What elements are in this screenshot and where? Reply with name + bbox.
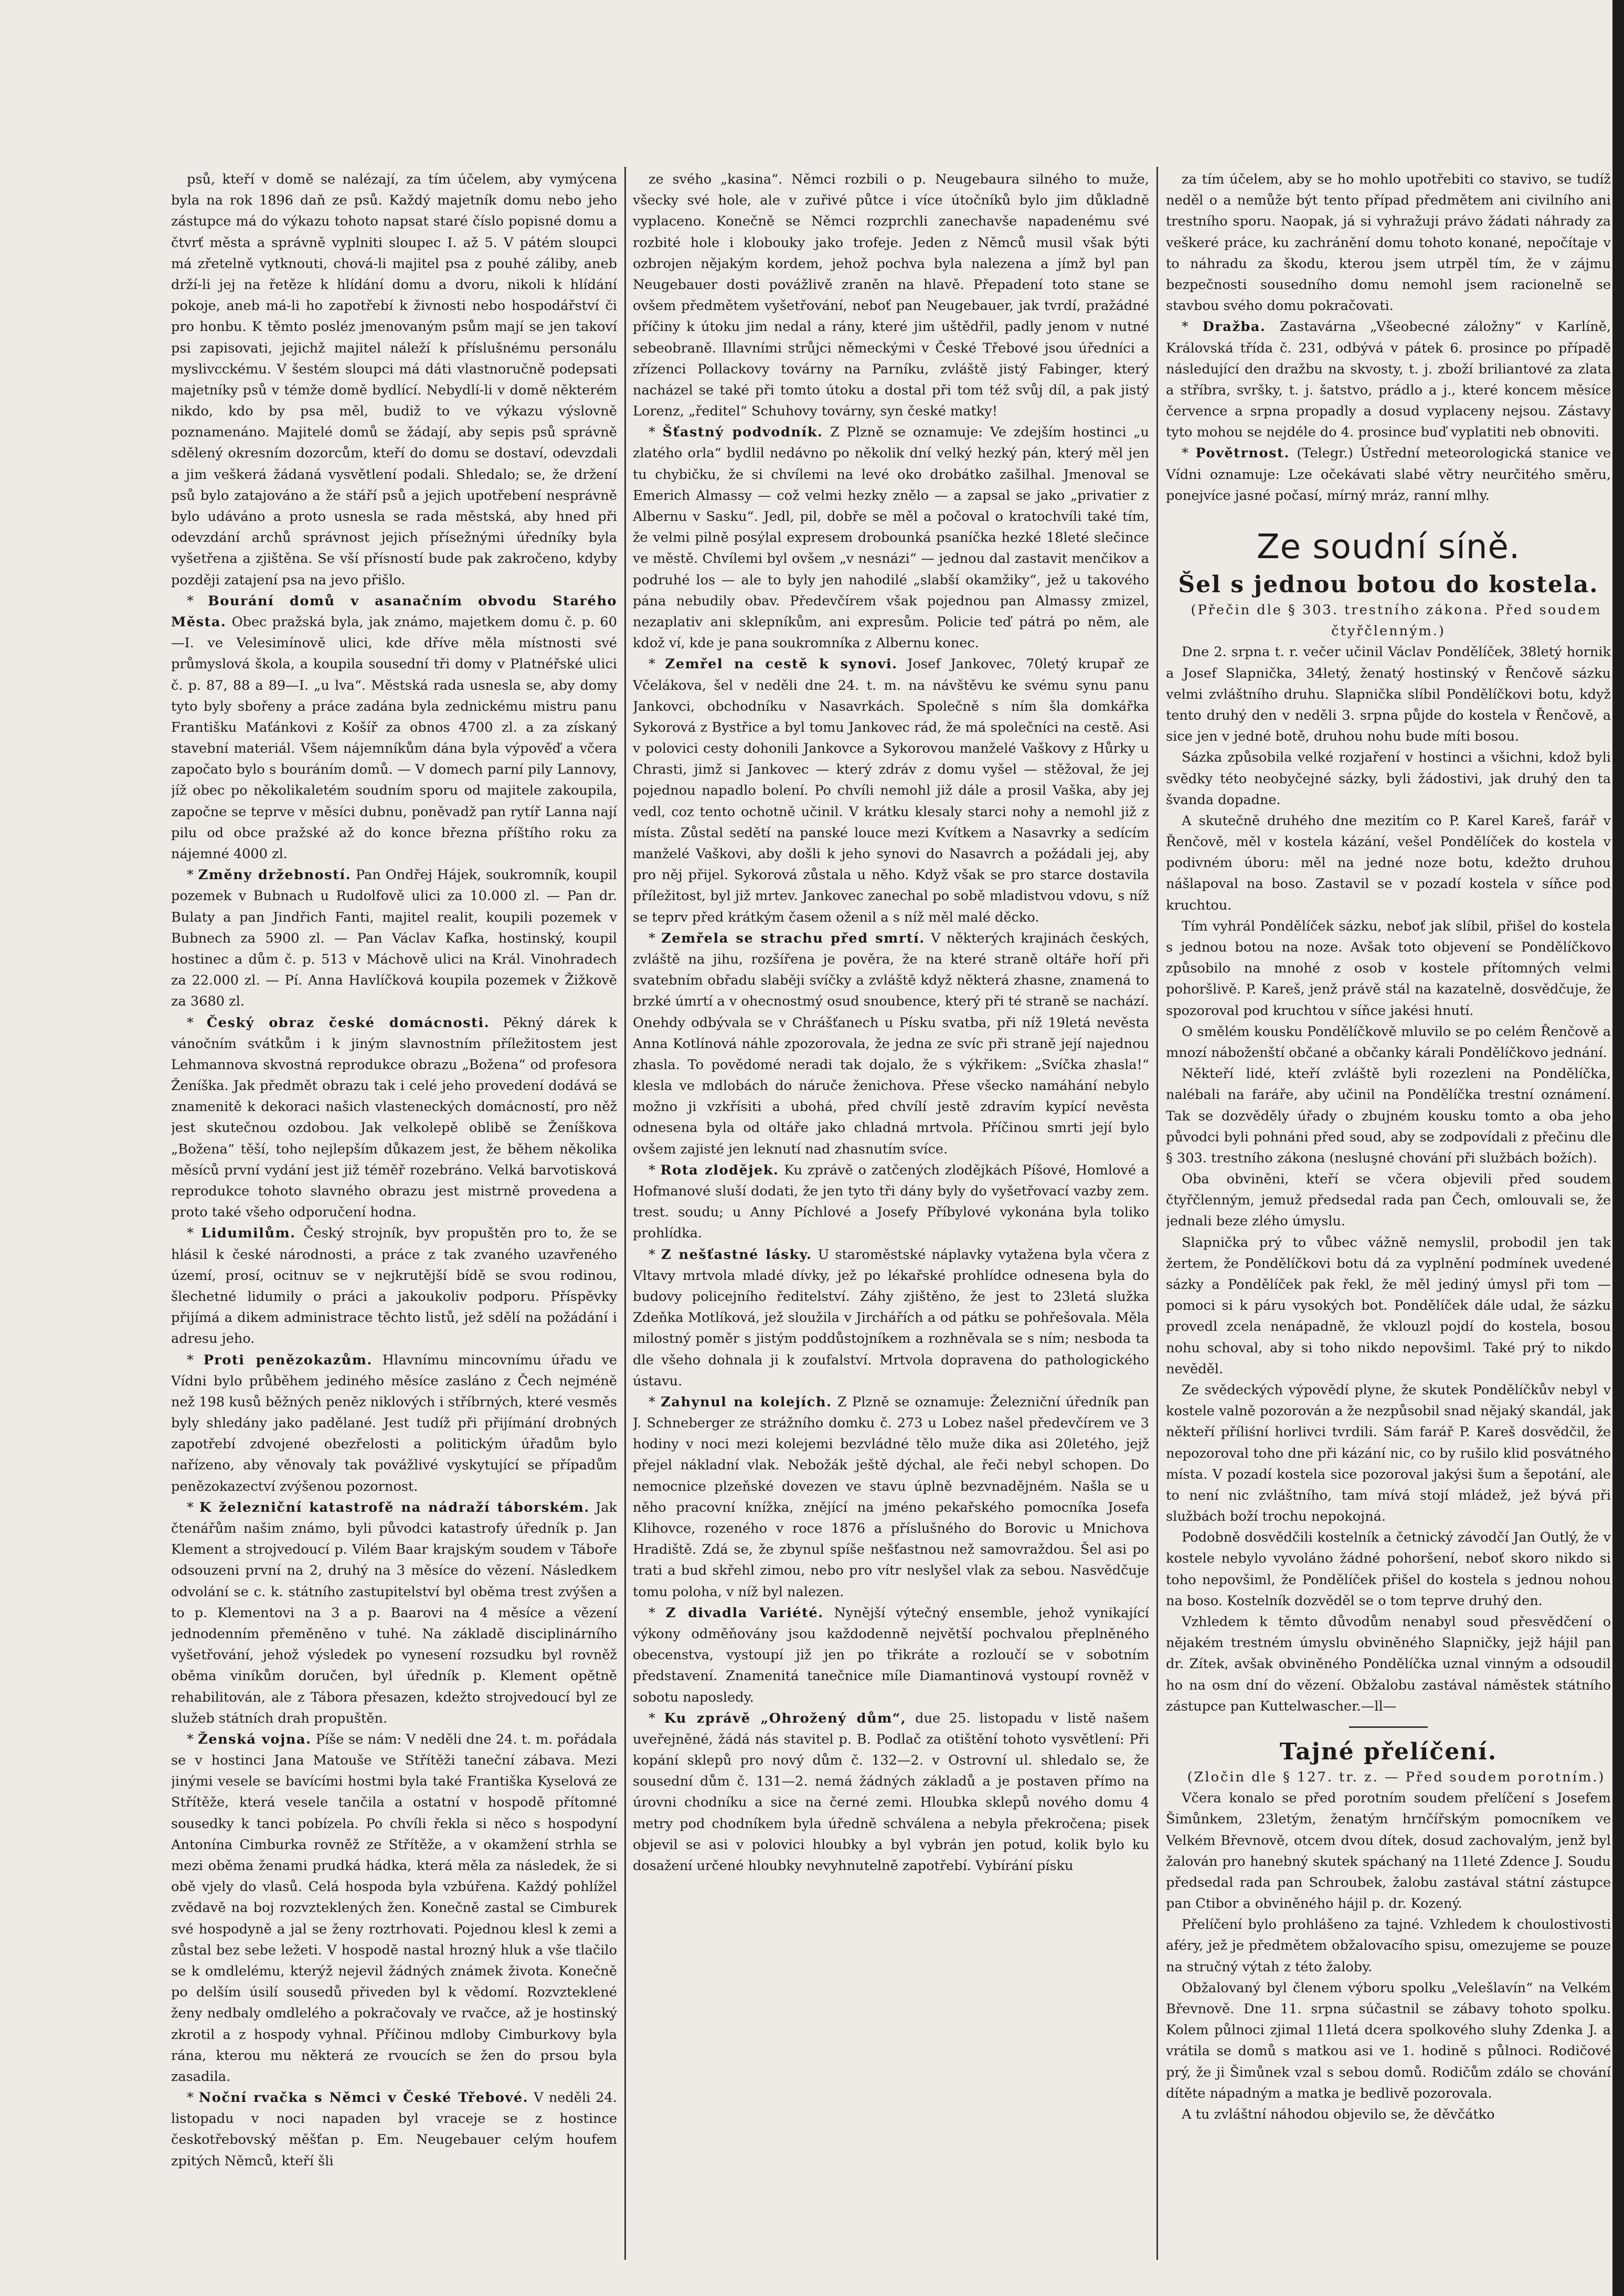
news-item: * K železniční katastrofě na nádraží táborském. Jak čtenářům našim známo, byli původci katastrofy úředník p. Jan Klement a strojvedoucí p. Vilém Baar krajským soudem v Táboře odsouzeni první na 2, druhý na 3 měsíce do vězení. Následkem odvolání se c. k. státního zastupitelství byl oběma trest zvýšen a to p. Klementovi na 3 a p. Baarovi na 4 měsíce a vězení jednodenním přeměněno v tuhé. Na základě disciplinárního vyšetřování, jehož výsledek po vynesení rozsudku byl rovněž oběma viníkům doručen, byl úředník p. Klement opětně rehabilitován, ale z Tábora přesazen, kdežto strojvedoucí byl ze služeb státních drah propuštěn. <box>171 1499 617 1726</box>
news-item: * Ženská vojna. Píše se nám: V neděli dne 24. t. m. pořádala se v hostinci Jana Matouše ve Střítěži taneční zábava. Mezi jinými vesele se bavícími hostmi byla také Františka Kyselová ze Střítěže, která vesele tančila a ostatní v hospodě přítomné sousedky k tanci pobízela. Po chvíli řekla si něco s hospodyní Antonína Cimburka rovněž ze Střítěže, a v okamžení strhla se mezi oběma ženami prudká hádka, která měla za následek, že si obě vjely do vlasů. Celá hospoda byla vzbúřena. Každý pohlížel zvědavě na boj rozvzteklených žen. Konečně zastal se Cimburek své hospodyně a jal se ženy roztrhovati. Pojednou klesl k zemi a zůstal bez sebe ležeti. V hospodě nastal hrozný hluk a vše tlačilo se k omdlelému, kterýž nejevil žádných známek života. Konečně po delším úsilí sousedů přiveden byl k vědomí. Rozvzteklené ženy nedbaly omdlelého a pokračovaly ve rvačce, až je hostinský zkrotil a z hospody vyhnal. Příčinou mdloby Cimburkovy byla rána, kterou mu některá ze rvoucích se žen do prsou byla zasadila. <box>171 1731 617 2085</box>
news-item-headline: Zahynul na kolejích. <box>661 1394 832 1410</box>
news-item-headline: Z nešťastné lásky. <box>661 1246 812 1263</box>
paragraph: ze svého „kasina“. Němci rozbili o p. Neugebaura silného to muže, všecky své hole, ale v zuřivé půtce i více útočníků bylo jim důkladně vyplaceno. Konečně se Němci rozprchli zanechavše napadenému své rozbité hole i klobouky jako trofeje. Jeden z Němců musil však býti ozbrojen nějakým kordem, jehož pochva byla nalezena a jímž byl pan Neugebauer dosti povážlivě zraněn na hlavě. Přepadení toto stane se ovšem předmětem vyšetřování, neboť pan Neugebauer, jak tvrdí, pražádné příčiny k útoku jim nedal a rány, které jim uštědřil, padly jenom v nutné sebeobraně. Illavními strůjci německými v České Třebové jsou úředníci a zřízenci Pollackovy továrny na Parníku, zvláště jistý Fabinger, který nacházel se také při tomto útoku a dostal při tom též svůj díl, a pak jistý Lorenz, „ředitel“ Schuhovy továrny, syn české matky! <box>633 172 1149 420</box>
news-item: * Šťastný podvodník. Z Plzně se oznamuje: Ve zdejším hostinci „u zlatého orla“ bydlil nedávno po několik dní velký hezký pán, který měl jen tu chybičku, že si chvílemi na levé oko drobátko zašilhal. Jmenoval se Emerich Almassy — což velmi hezky znělo — a zapsal se jako „privatier z Albernu v Sasku“. Jedl, pil, dobře se měl a počoval o kratochvíli také tím, že velmi pilně posýlal expresem drobounká psaníčka hezké 18leté slečince ve městě. Chvílemi byl ovšem „v nesnázi“ — jednou dal zastavit menčikov a podruhé los — ale to byly jen nahodilé „slabší okamžiky“, jež u takového pána nebudily obav. Předevčírem však pojednou pan Almassy zmizel, nezaplativ ani sklepníkům, ani expresům. Policie teď pátrá po něm, ale kdož ví, kde je pana soukromníka z Albernu konec. <box>633 424 1149 652</box>
news-item: * Z nešťastné lásky. U staroměstské náplavky vytažena byla včera z Vltavy mrtvola mladé dívky, jež po lékařské prohlídce odnesena byla do budovy policejního ředitelství. Záhy zjištěno, že jest to 23letá služka Zdeňka Motlíková, jež sloužila v Jirchářích a od pátku se pohřešovala. Měla milostný poměr s jistým poddůstojníkem a rozhněvala se s ním; nesboda ta dle všeho dohnala ji k zoufalství. Mrtvola dopravena do pathologického ústavu. <box>633 1246 1149 1389</box>
news-item: * Zahynul na kolejích. Z Plzně se oznamuje: Železniční úředník pan J. Schneberger ze strážního domku č. 273 u Lobez našel předevčírem ve 3 hodiny v noci mezi kolejemi bezvládné tělo muže dika asi 20letého, jejž přejel nákladní vlak. Nebožák ještě dýchal, ale řeči nebyl schopen. Do nemocnice plzeňské dovezen ve stavu úplně bezvnadějném. Našla se u něho pracovní knížka, znějící na jméno pekařského pomocníka Josefa Klihovce, rozeného v roce 1876 a příslušného do Borovic u Mnichova Hradiště. Zdá se, že zbynul spíše nešťastnou než samovraždou. Šel asi po trati a bud skřehl zimou, nebo pro vítr neslyšel vlak za sebou. Nasvědčuje tomu poloha, v níž byl nalezen. <box>633 1394 1149 1600</box>
news-item-headline: Šťastný podvodník. <box>662 424 823 441</box>
column-3 <box>1166 169 1611 2284</box>
column-2 <box>633 169 1149 2284</box>
article-separator <box>1349 1726 1428 1728</box>
paragraph: Obžalovaný byl členem výboru spolku „Velešlavín“ na Velkém Břevnově. Dne 11. srpna súčastnil se zábavy tohoto spolku. Kolem půlnoci zjimal 11letá dcera spolkového sluhy Zdenka J. a vrátila se domů s matkou asi ve 1. hodině s půlnoci. Rodičové prý, že ji Šimůnek vzal s sebou domů. Rodičům zdálo se chování dítěte nápadným a matka je bedlivě pozorovala. <box>1166 1980 1611 2101</box>
section-heading: Ze soudní síně. <box>1256 528 1521 567</box>
news-item-headline: Rota zlodějek. <box>660 1162 779 1178</box>
paragraph: Dne 2. srpna t. r. večer učinil Václav Pondělíček, 38letý hornik a Josef Slapnička, 34letý, ženatý hostinský v Řenčově sázku velmi zvláštního druhu. Slapnička slíbil Pondělíčkovi botu, když tento druhý den v neděli 3. srpna půjde do kostela v Řenčově, a sice jen v jedné botě, druhou nohu bude míti bosou. <box>1166 644 1611 745</box>
news-item-text: V některých krajinách českých, zvláště na jihu, rozšířena je pověra, že na které straně oltáře hoří při svatebním obřadu slaběji svíčky a zvláště když některá zhasne, znamená to brzké úmrtí a v ohecnostmý osud snoubence, který při té straně se nachází. Onehdy odbývala se v Chrášťanech u Písku svatba, při níž 19letá nevěsta Anna Kotlínová náhle zpozorovala, že jedna ze svíc při straně její najednou zhasla. To povědomé neradi tak dojalo, že s výkřikem: „Svíčka zhasla!“ klesla ve mdlobách do náruče ženichova. Přese všecko namáhání nebylo možno ji vzkřísiti a ubohá, před chvílí jestě zdravím kypící nevěsta odnesena byla od oltáře jako chladná mrtvola. Příčinou smrti její bylo ovšem zajisté jen leknutí nad zhasnutím svíce. <box>633 930 1149 1157</box>
column-divider-1 <box>624 167 626 2260</box>
paragraph: Slapnička prý to vůbec vážně nemyslil, probodil jen tak žertem, že Pondělíčkovi botu dá za vyplnění podmínek uvedené sázky a Pondělíček pak řekl, že měl jediný úmysl při tom — pomoci si k páru vysokých bot. Pondělíček dále udal, že sázku provedl zcela nenápadně, že vklouzl pojdí do kostela, bosou nohu schoval, aby si toho nikdo nepovšiml. Také prý to nikdo nevěděl. <box>1166 1234 1611 1377</box>
paragraph: za tím účelem, aby se ho mohlo upotřebiti co stavivo, se tudíž neděl o a nemůže být tento případ předmětem ani civilního ani trestního sporu. Naopak, já si vyhražuji právo žádati náhrady za veškeré práce, ku zachránění domu tohoto konané, nepočítaje v to náhradu za škodu, kterou jsem utrpěl tím, že v zájmu bezpečnosti sousedního domu nemohl jsem racionelně se stavbou svého domu pokračovati. <box>1166 172 1611 314</box>
news-item-headline: Ženská vojna. <box>198 1731 312 1747</box>
paragraph: A tu zvláštní náhodou objevilo se, že děvčátko <box>1182 2106 1495 2122</box>
article-headline: Šel s jednou botou do kostela. <box>1178 571 1599 598</box>
news-item-text: Josef Jankovec, 70letý krupař ze Včelákova, šel v neděli dne 24. t. m. na návštěvu ke svému synu panu Jankovci, obchodníku v Nasavrkách. Společně s ním šla domkářka Sykorová z Bystřice a byl tomu Jankovec rád, že má společníci na cestě. Asi v polovici cesty dohonili Jankovce a Sykorovou manželé Vaškovy z Hůrky u Chrasti, jimž si Jankovec — který zdráv z domu vyšel — stěžoval, že jej pojednou napadlo bolení. Po chvíli nemohl již dále a prosil Vaška, aby jej vedl, coz tento ochotně učinil. V krátku klesaly starci nohy a nemohl již z místa. Zůstal sedětí na panské louce mezi Kvítkem a Nasavrky a sedícím manželé Vaškovi, aby došli k jeho synovi do Nasavrch a požádali jej, aby pro něj přijel. Sykorová zůstala u něho. Když však se pro starce dostavila příležitost, byl již mrtev. Jankovec zanechal po sobě mladistvou vdovu, s níž se teprv před krátkým časem oženil a s níž měl malé děcko. <box>633 656 1149 925</box>
paragraph: Oba obviněni, kteří se včera objevili před soudem čtyřčlenným, jemuž předsedal rada pan Čech, omlouvali se, že jednali beze zlého úmyslu. <box>1166 1171 1611 1230</box>
news-item-text: Z Plzně se oznamuje: Železniční úředník pan J. Schneberger ze strážního domku č. 273 u Lobez našel předevčírem ve 3 hodiny v noci mezi kolejemi bezvládné tělo muže dika asi 20letého, jejž přejel nákladní vlak. Nebožák ještě dýchal, ale řeči nebyl schopen. Do nemocnice plzeňské dovezen ve stavu úplně bezvnadějném. Našla se u něho pracovní knížka, znějící na jméno pekařského pomocníka Josefa Klihovce, rozeného v roce 1876 a příslušného do Borovic u Mnichova Hradiště. Zdá se, že zbynul spíše nešťastnou než samovraždou. Šel asi po trati a bud skřehl zimou, nebo pro vítr neslyšel vlak za sebou. Nasvědčuje tomu poloha, v níž byl nalezen. <box>633 1394 1149 1600</box>
news-item: * Zemřel na cestě k synovi. Josef Jankovec, 70letý krupař ze Včelákova, šel v neděli dne 24. t. m. na návštěvu ke svému synu panu Jankovci, obchodníku v Nasavrkách. Společně s ním šla domkářka Sykorová z Bystřice a byl tomu Jankovec rád, že má společníci na cestě. Asi v polovici cesty dohonili Jankovce a Sykorovou manželé Vaškovy z Hůrky u Chrasti, jimž si Jankovec — který zdráv z domu vyšel — stěžoval, že jej pojednou napadlo bolení. Po chvíli nemohl již dále a prosil Vaška, aby jej vedl, coz tento ochotně učinil. V krátku klesaly starci nohy a nemohl již z místa. Zůstal sedětí na panské louce mezi Kvítkem a Nasavrky a sedícím manželé Vaškovi, aby došli k jeho synovi do Nasavrch a požádali jej, aby pro něj přijel. Sykorová zůstala u něho. Když však se pro starce dostavila příležitost, byl již mrtev. Jankovec zanechal po sobě mladistvou vdovu, s níž se teprv před krátkým časem oženil a s níž měl malé děcko. <box>633 656 1149 925</box>
news-item-headline: K železniční katastrofě na nádraží táborském. <box>199 1499 590 1515</box>
news-item: * Lidumilům. Český strojník, byv propuštěn pro to, že se hlásil k české národnosti, a práce z tak zvaného uzavřeného území, prosí, ocitnuv se v nejkrutější bídě se svou rodinou, šlechetné lidumily o práci a jakoukoliv podporu. Příspěvky přijímá a dikem administrace těchto listů, jež sdělí na požádání i adresu jeho. <box>171 1225 617 1347</box>
news-item-headline: Proti penězokazům. <box>203 1352 373 1368</box>
paragraph: Někteří lidé, kteří zvláště byli rozezleni na Pondělíčka, nalébali na faráře, aby učinil na Pondělíčka trestní oznámení. Tak se dozvěděly úřady o zbujném kousku tomto a oba jeho původci byli pohnáni před soud, aby se zodpovídali z přečinu dle § 303. trestního zákona (nesluşné chování při službách božích). <box>1166 1066 1611 1166</box>
news-item-headline: Český obraz české domácnosti. <box>206 1014 490 1031</box>
news-item-headline: Bourání domů v asanačním obvodu Starého Města. <box>171 593 617 630</box>
news-item: * Český obraz české domácnosti. Pěkný dárek k vánočním svátkům i k jiným slavnostním příležitostem jest Lehmannova skvostná reprodukce obrazu „Božena“ od profesora Ženíška. Jak předmět obrazu tak i celé jeho provedení dodává se znamenitě k dekoraci našich vlasteneckých domácností, pro něž jest skutečnou ozdobou. Jak velkolepě oblibě se Ženíškova „Božena“ těší, toho nejlepším důkazem jest, že během několika měsíců první vydání jest již téměř rozebráno. Velká barvotisková reprodukce tohoto slavného obrazu jest mistrně provedena a proto také všeho odporučení hodna. <box>171 1014 617 1221</box>
paragraph: Sázka způsobila velké rozjaření v hostinci a všichni, kdož byli svědky této neobyčejné sázky, byli žádostivi, jak druhý den ta švanda dopadne. <box>1166 750 1611 808</box>
news-item: * Noční rvačka s Němci v České Třebové. V neděli 24. listopadu v noci napaden byl vraceje se z hostince českotřebovský měšťan p. Em. Neugebauer celým houfem zpitých Němců, kteří šli <box>171 2090 617 2169</box>
news-item-text: Z Plzně se oznamuje: Ve zdejším hostinci „u zlatého orla“ bydlil nedávno po několik dní velký hezký pán, který měl jen tu chybičku, že si chvílemi na levé oko drobátko zašilhal. Jmenoval se Emerich Almassy — což velmi hezky znělo — a zapsal se jako „privatier z Albernu v Sasku“. Jedl, pil, dobře se měl a počoval o kratochvíli také tím, že velmi pilně posýlal expresem drobounká psaníčka hezké 18leté slečince ve městě. Chvílemi byl ovšem „v nesnázi“ — jednou dal zastavit menčikov a podruhé los — ale to byly jen nahodilé „slabší okamžiky“, jež u takového pána nebudily obav. Předevčírem však pojednou pan Almassy zmizel, nezaplativ ani sklepníkům, ani expresům. Policie teď pátrá po něm, ale kdož ví, kde je pana soukromníka z Albernu konec. <box>633 424 1149 652</box>
article-subtitle: (Přečin dle § 303. trestního zákona. Před soudem čtyřčlenným.) <box>1191 602 1602 639</box>
paragraph: Tím vyhrál Pondělíček sázku, neboť jak slíbil, přišel do kostela s jednou botou na noze. Avšak toto objevení se Pondělíčkovo způsobilo na mnohé z osob v kostele přítomných velmi pohoršlivě. P. Kareš, jenž právě stál na kazatelně, dosvědčuje, že spozoroval pod kruchtou v síňce jakési hnutí. <box>1166 918 1611 1019</box>
paragraph: psů, kteří v domě se nalézají, za tím účelem, aby vymýcena byla na rok 1896 daň ze psů. Každý majetník domu nebo jeho zástupce má do výkazu tohoto napsat staré číslo popisné domu a čtvrť města a správně vyplniti sloupec I. až 5. V pátém sloupci má zřetelně vytknouti, chová-li majitel psa z pouhé záliby, aneb drží-li jej na řetěze k hlídání domu a dvoru, nikoli k hlídání pokoje, aneb má-li ho zapotřebí k živnosti nebo hospodářství či pro honbu. K těmto posléz jmenovaným psům mají se jen takoví psi zapisovati, jejichž majitel náleží k příslušnému personálu myslivcckému. V šestém sloupci má dáti vlastnoručně podepsati majetníky psů v témže domě bydlící. Nebydlí-li v domě některém nikdo, kdo by psa měl, budiž to ve výkazu výslovně poznamenáno. Majitelé domů se žádají, aby sepis psů správně sdělený okresním dozorcům, kteří do domu se dostaví, odevzdali a jim veškerá žádaná vysvětlení podali. Shledalo; se, že držení psů bylo zatajováno a že stáří psů a jejich upotřebení nesprávně bylo udáváno a proto usnesla se rada městská, aby hned při odevzdání archů správnost jejich přísežnými úředníky byla vyšetřena a zjištěna. Se vší přísností bude pak zakročeno, kdyby později zatajení psa na jevo přišlo. <box>171 172 617 588</box>
news-item-headline: Z divadla Variété. <box>665 1605 824 1621</box>
news-item-text: Hlavnímu mincovnímu úřadu ve Vídni bylo průběhem jediného měsíce zasláno z Čech nejméně než 198 kusů běžných peněz niklových i stříbrných, které vesměs byly shledány jako padělané. Jest tudíž při přijímání drobných zapotřebí zdvojené obezřelosti a politickým úřadům bylo nařízeno, aby věnovaly tak povážlivé vyskytující se případům penězokazectví zvýšenou pozornost. <box>171 1352 617 1494</box>
paragraph: A skutečně druhého dne mezitím co P. Karel Kareš, farář v Řenčově, měl v kostela kázání, vešel Pondělíček do kostela v podivném úboru: měl na jedné noze botu, kdežto druhou nášlapoval na boso. Zastavil se v pozadí kostela v síňce pod kruchtou. <box>1166 813 1611 913</box>
news-item-headline: Ku zprávě „Ohrožený dům“, <box>664 1710 907 1726</box>
news-item: * Ku zprávě „Ohrožený dům“, due 25. listopadu v listě našem uveřejněné, žádá nás stavitel p. B. Podlač za otištění tohoto vysvětlení: Při kopání sklepů pro nový dům č. 132—2. v Ostrovní ul. shledalo se, že sousední dům č. 131—2. nemá žádných základů a je postaven přímo na úrovni chodníku a sice na černé zemi. Hloubka sklepů nového domu 4 metry pod chodníkem byla úředně schválena a nebyla překročena; pisek objevil se asi v polovici hloubky a byl vybrán jen potud, kolik bylo ku dosažení určené hloubky nevyhnutelně zapotřebí. Vybírání písku <box>633 1710 1149 1874</box>
page-edge-shadow <box>1612 0 1624 2296</box>
news-item-headline: Lidumilům. <box>201 1225 296 1242</box>
news-item: * Změny držebností. Pan Ondřej Hájek, soukromník, koupil pozemek v Bubnach u Rudolfově ulici za 10.000 zl. — Pan dr. Bulaty a pan Jindřich Fanti, majitel realit, koupili pozemek v Bubnech za 5900 zl. — Pan Václav Kafka, hostinský, koupil hostinec a dům č. p. 513 v Máchově ulici na Král. Vinohradech za 22.000 zl. — Pí. Anna Havlíčková koupila pozemek v Žižkově za 3680 zl. <box>171 867 617 1010</box>
news-item-text: Jak čtenářům našim známo, byli původci katastrofy úředník p. Jan Klement a strojvedoucí p. Vilém Baar krajským soudem v Táboře odsouzeni první na 2, druhý na 3 měsíce do vězení. Následkem odvolání se c. k. státního zastupitelství byl oběma trest zvýšen a to p. Klementovi na 3 a p. Baarovi na 4 měsíce a vězení jednodenním přeměněno v tuhé. Na základě disciplinárního vyšetřování, jehož výsledek po vynesení rozsudku byl rovněž oběma viníkům doručen, byl úředník p. Klement opětně rehabilitován, ale z Tábora přesazen, kdežto strojvedoucí byl ze služeb státních drah propuštěn. <box>171 1499 617 1726</box>
news-item-text: Obec pražská byla, jak známo, majetkem domu č. p. 60—I. ve Velesimínově ulici, kde dříve měla místnosti své průmyslová škola, a koupila sousední tři domy v Platnéřské ulici č. p. 87, 88 a 89—I. „u lva“. Městská rada usnesla se, aby domy tyto byly sbořeny a práce zadána byla zednickému mistru panu Františku Maťánkovi z Košíř za obnos 4700 zl. a za získaný stavební materiál. Všem nájemníkům dána byla výpověď a včera započato bylo s bouráním domů. — V domech parní pily Lannovy, jíž obec po několikaletém soudním sporu od majitele zakoupila, započne se teprve v měsíci dubnu, poněvadž pan rytíř Lanna nají pilu od obce pražské až do konce března příštího roku za nájemné 4000 zl. <box>171 614 617 862</box>
news-item-text: Český strojník, byv propuštěn pro to, že se hlásil k české národnosti, a práce z tak zvaného uzavřeného území, prosí, ocitnuv se v nejkrutější bídě se svou rodinou, šlechetné lidumily o práci a jakoukoliv podporu. Příspěvky přijímá a dikem administrace těchto listů, jež sdělí na požádání i adresu jeho. <box>171 1225 617 1347</box>
news-item-text: due 25. listopadu v listě našem uveřejněné, žádá nás stavitel p. B. Podlač za otištění tohoto vysvětlení: Při kopání sklepů pro nový dům č. 132—2. v Ostrovní ul. shledalo se, že sousední dům č. 131—2. nemá žádných základů a je postaven přímo na úrovni chodníku a sice na černé zemi. Hloubka sklepů nového domu 4 metry pod chodníkem byla úředně schválena a nebyla překročena; pisek objevil se asi v polovici hloubky a byl vybrán jen potud, kolik bylo ku dosažení určené hloubky nevyhnutelně zapotřebí. Vybírání písku <box>633 1710 1149 1874</box>
news-item: * Rota zlodějek. Ku zprávě o zatčených zlodějkách Píšové, Homlové a Hofmanové sluší dodati, že jen tyto tři dány byly do vyšetřovací vazby zem. trest. soudu; u Anny Píchlové a Josefy Příbylové vykonána byla toliko prohlídka. <box>633 1162 1149 1242</box>
news-item-headline: Noční rvačka s Němci v České Třebové. <box>198 2090 529 2106</box>
news-item: * Zemřela se strachu před smrtí. V některých krajinách českých, zvláště na jihu, rozšířena je pověra, že na které straně oltáře hoří při svatebním obřadu slaběji svíčky a zvláště když některá zhasne, znamená to brzké úmrtí a v ohecnostmý osud snoubence, který při té straně se nachází. Onehdy odbývala se v Chrášťanech u Písku svatba, při níž 19letá nevěsta Anna Kotlínová náhle zpozorovala, že jedna ze svíc při straně její najednou zhasla. To povědomé neradi tak dojalo, že s výkřikem: „Svíčka zhasla!“ klesla ve mdlobách do náruče ženichova. Přese všecko namáhání nebylo možno ji vzkřísiti a ubohá, před chvílí jestě zdravím kypící nevěsta odnesena byla od oltáře jako chladná mrtvola. Příčinou smrti její bylo ovšem zajisté jen leknutí nad zhasnutím svíce. <box>633 930 1149 1157</box>
news-item: * Proti penězokazům. Hlavnímu mincovnímu úřadu ve Vídni bylo průběhem jediného měsíce zasláno z Čech nejméně než 198 kusů běžných peněz niklových i stříbrných, které vesměs byly shledány jako padělané. Jest tudíž při přijímání drobných zapotřebí zdvojené obezřelosti a politickým úřadům bylo nařízeno, aby věnovaly tak povážlivé vyskytující se případům penězokazectví zvýšenou pozornost. <box>171 1352 617 1494</box>
news-item: * Bourání domů v asanačním obvodu Starého Města. Obec pražská byla, jak známo, majetkem domu č. p. 60—I. ve Velesimínově ulici, kde dříve měla místnosti své průmyslová škola, a koupila sousední tři domy v Platnéřské ulici č. p. 87, 88 a 89—I. „u lva“. Městská rada usnesla se, aby domy tyto byly sbořeny a práce zadána byla zednickému mistru panu Františku Maťánkovi z Košíř za obnos 4700 zl. a za získaný stavební materiál. Všem nájemníkům dána byla výpověď a včera započato bylo s bouráním domů. — V domech parní pily Lannovy, jíž obec po několikaletém soudním sporu od majitele zakoupila, započne se teprve v měsíci dubnu, poněvadž pan rytíř Lanna nají pilu od obce pražské až do konce března příštího roku za nájemné 4000 zl. <box>171 593 617 862</box>
paragraph: Včera konalo se před porotním soudem přelíčení s Josefem Šimůnkem, 23letým, ženatým hrnčířským pomocníkem ve Velkém Břevnově, otcem dvou dítek, dosud zachovalým, jenž byl žalován pro hanebný skutek spáchaný na 11leté Zdence J. Soudu předsedal rada pan Schroubek, žalobu zastával státní zástupce pan Ctibor a obviněného hájil p. dr. Kozený. <box>1166 1790 1611 1912</box>
article-headline: Tajné přelíčení. <box>1279 1738 1498 1765</box>
paragraph: Podobně dosvědčili kostelník a četnický závodčí Jan Outlý, že v kostele nebylo vyvoláno žádné pohoršení, neboť skoro nikdo si toho nepovšiml, že Pondělíček přišel do kostela s jednou nohou na boso. Kostelník dozvěděl se o tom teprve druhý den. <box>1166 1530 1611 1609</box>
paragraph: O smělém kousku Pondělíčkově mluvilo se po celém Řenčově a mnozí náboženští občané a občanky kárali Pondělíčkovo jednání. <box>1166 1023 1611 1061</box>
news-item-headline: Zemřel na cestě k synovi. <box>665 656 898 672</box>
news-item: * Povětrnost. (Telegr.) Ústřední meteorologická stanice ve Vídni oznamuje: Lze očekávati slabé větry neurčitého směru, ponejvíce jasné počasí, mírný mráz, ranní mlhy. <box>1166 445 1611 504</box>
news-item-text: Pan Ondřej Hájek, soukromník, koupil pozemek v Bubnach u Rudolfově ulici za 10.000 zl. — Pan dr. Bulaty a pan Jindřich Fanti, majitel realit, koupili pozemek v Bubnech za 5900 zl. — Pan Václav Kafka, hostinský, koupil hostinec a dům č. p. 513 v Máchově ulici na Král. Vinohradech za 22.000 zl. — Pí. Anna Havlíčková koupila pozemek v Žižkově za 3680 zl. <box>171 867 617 1010</box>
paragraph: Ze svědeckých výpovědí plyne, že skutek Pondělíčkův nebyl v kostele valně pozorován a že nezpůsobil snad nějaký skandál, jak někteří příliśní horlivci tvrdili. Sám farář P. Kareš dosvědčil, že nepozoroval toho dne při kázání nic, co by rušilo klid posvátného místa. V pozadí kostela sice pozoroval jakýsi šum a šepotání, ale to není nic zvláštního, tam mívá stojí mládež, jež bývá při službách boží trochu nepokojná. <box>1166 1382 1611 1525</box>
news-item-text: Zastavárna „Všeobecné záložny“ v Karlíně, Královská třída č. 231, odbývá v pátek 6. prosince po případě následující den dražbu na skvosty, t. j. zboží briliantové za zlata a stříbra, svršky, t. j. šatstvo, prádlo a j., které koncem měsíce července a srpna propadly a dosud vyplaceny nejsou. Zástavy tyto mohou se nejdéle do 4. prosince buď vyplatiti neb obnoviti. <box>1166 319 1611 441</box>
news-item-text: Píše se nám: V neděli dne 24. t. m. pořádala se v hostinci Jana Matouše ve Střítěži taneční zábava. Mezi jinými vesele se bavícími hostmi byla také Františka Kyselová ze Střítěže, která vesele tančila a ostatní v hospodě přítomné sousedky k tanci pobízela. Po chvíli řekla si něco s hospodyní Antonína Cimburka rovněž ze Střítěže, a v okamžení strhla se mezi oběma ženami prudká hádka, která měla za následek, že si obě vjely do vlasů. Celá hospoda byla vzbúřena. Každý pohlížel zvědavě na boj rozvzteklených žen. Konečně zastal se Cimburek své hospodyně a jal se ženy roztrhovati. Pojednou klesl k zemi a zůstal bez sebe ležeti. V hospodě nastal hrozný hluk a vše tlačilo se k omdlelému, kterýž nejevil žádných známek života. Konečně po delším úsilí sousedů přiveden byl k vědomí. Rozvzteklené ženy nedbaly omdlelého a pokračovaly ve rvačce, až je hostinský zkrotil a z hospody vyhnal. Příčinou mdloby Cimburkovy byla rána, kterou mu některá ze rvoucích se žen do prsou byla zasadila. <box>171 1731 617 2085</box>
paragraph: Vzhledem k těmto důvodům nenabyl soud přesvědčení o nějakém trestném úmyslu obviněného Slapničky, jejž hájil pan dr. Zítek, avšak obviněného Pondělíčka uznal vinným a odsoudil ho na osm dní do vězení. Obžalobu zastával náměstek státního zástupce pan Kuttelwascher.—ll— <box>1166 1614 1611 1714</box>
news-item-text: U staroměstské náplavky vytažena byla včera z Vltavy mrtvola mladé dívky, jež po lékařské prohlídce odnesena byla do budovy policejního ředitelství. Záhy zjištěno, že jest to 23letá služka Zdeňka Motlíková, jež sloužila v Jirchářích a od pátku se pohřešovala. Měla milostný poměr s jistým poddůstojníkem a rozhněvala se s ním; nesboda ta dle všeho dohnala ji k zoufalství. Mrtvola dopravena do pathologického ústavu. <box>633 1246 1149 1389</box>
column-divider-2 <box>1156 167 1158 2260</box>
column-1 <box>171 169 617 2284</box>
news-item: * Dražba. Zastavárna „Všeobecné záložny“ v Karlíně, Královská třída č. 231, odbývá v pátek 6. prosince po případě následující den dražbu na skvosty, t. j. zboží briliantové za zlata a stříbra, svršky, t. j. šatstvo, prádlo a j., které koncem měsíce července a srpna propadly a dosud vyplaceny nejsou. Zástavy tyto mohou se nejdéle do 4. prosince buď vyplatiti neb obnoviti. <box>1166 319 1611 441</box>
article-subtitle: (Zločin dle § 127. tr. z. — Před soudem porotním.) <box>1187 1769 1606 1785</box>
news-item-text: Pěkný dárek k vánočním svátkům i k jiným slavnostním příležitostem jest Lehmannova skvostná reprodukce obrazu „Božena“ od profesora Ženíška. Jak předmět obrazu tak i celé jeho provedení dodává se znamenitě k dekoraci našich vlasteneckých domácností, pro něž jest skutečnou ozdobou. Jak velkolepě oblibě se Ženíškova „Božena“ těší, toho nejlepším důkazem jest, že během několika měsíců první vydání jest již téměř rozebráno. Velká barvotisková reprodukce tohoto slavného obrazu jest mistrně provedena a proto také všeho odporučení hodna. <box>171 1014 617 1221</box>
news-item: * Z divadla Variété. Nynější výtečný ensemble, jehož vynikající výkony odměňovány jsou každodenně největší pochvalou přeplněného obecenstva, vystoupí již jen po třikráte a rozloučí se v sobotním představení. Znamenitá tanečnice míle Diamantinová vystoupí rovněž v sobotu naposledy. <box>633 1605 1149 1705</box>
news-item-text: Ku zprávě o zatčených zlodějkách Píšové, Homlové a Hofmanové sluší dodati, že jen tyto tři dány byly do vyšetřovací vazby zem. trest. soudu; u Anny Píchlové a Josefy Příbylové vykonána byla toliko prohlídka. <box>633 1162 1149 1242</box>
news-item-headline: Dražba. <box>1202 319 1266 335</box>
news-item-headline: Povětrnost. <box>1195 445 1290 462</box>
news-item-headline: Zemřela se strachu před smrtí. <box>661 930 925 946</box>
news-item-text: V neděli 24. listopadu v noci napaden byl vraceje se z hostince českotřebovský měšťan p. Em. Neugebauer celým houfem zpitých Němců, kteří šli <box>171 2090 617 2169</box>
news-item-headline: Změny držebností. <box>198 867 352 883</box>
paragraph: Přelíčení bylo prohlášeno za tajné. Vzhledem k choulostivosti aféry, jež je předmětem obžalovacího spisu, omezujeme se pouze na stručný výtah z této žaloby. <box>1166 1917 1611 1975</box>
news-item-text: Nynější výtečný ensemble, jehož vynikající výkony odměňovány jsou každodenně největší pochvalou přeplněného obecenstva, vystoupí již jen po třikráte a rozloučí se v sobotním představení. Znamenitá tanečnice míle Diamantinová vystoupí rovněž v sobotu naposledy. <box>633 1605 1149 1705</box>
news-item-text: (Telegr.) Ústřední meteorologická stanice ve Vídni oznamuje: Lze očekávati slabé větry neurčitého směru, ponejvíce jasné počasí, mírný mráz, ranní mlhy. <box>1166 445 1611 504</box>
